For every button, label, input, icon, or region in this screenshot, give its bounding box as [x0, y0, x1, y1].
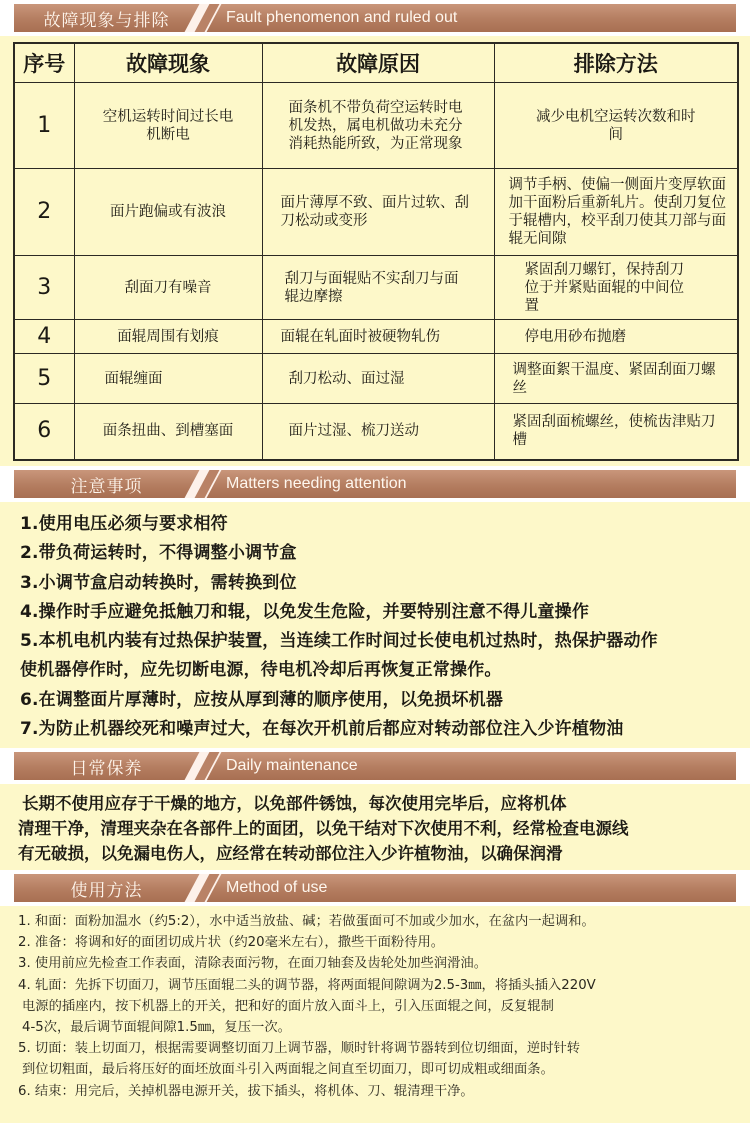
step-line: 4-5次，最后调节面辊间隙1.5㎜，复压一次。	[22, 1020, 291, 1036]
list-item: 2.带负荷运转时，不得调整小调节盒	[20, 543, 297, 564]
section-header-bar	[14, 4, 736, 32]
row-remedy: 紧固刮面梳螺丝，使梳齿津贴刀槽	[494, 404, 738, 460]
row-number: 4	[14, 320, 74, 354]
section-title-cn: 注意事项	[70, 476, 143, 497]
list-item: 1.使用电压必须与要求相符	[20, 514, 228, 534]
table-row	[14, 83, 738, 169]
list-item: 4.操作时手应避免抵触刀和辊，以免发生危险，并要特别注意不得儿童操作	[20, 601, 590, 622]
step-line: 电源的插座内，按下机器上的开关，把和好的面片放入面斗上，引入压面辊之间，反复辊制	[22, 998, 554, 1014]
step-line: 4. 轧面：先拆下切面刀，调节压面辊二头的调节器，将两面辊间隙调为2.5-3㎜，将插头插入220V	[18, 977, 596, 993]
row-number: 5	[14, 354, 74, 404]
row-phenomenon: 面条扭曲、到槽塞面	[74, 404, 262, 460]
step-line: 2. 准备：将调和好的面团切成片状（约20毫米左右），撒些干面粉待用。	[18, 935, 445, 951]
section-header-fault	[0, 0, 750, 36]
row-remedy: 停电用砂布抛磨	[494, 320, 738, 354]
table-header-row	[14, 43, 738, 83]
section-header-attention	[0, 466, 750, 502]
row-cause: 面条机不带负荷空运转时电机发热，属电机做功未充分消耗热能所致，为正常现象	[262, 83, 494, 169]
row-cause: 面片薄厚不致、面片过软、刮刀松动或变形	[262, 169, 494, 256]
row-remedy: 减少电机空运转次数和时间	[494, 83, 738, 169]
step-line: 1. 和面：面粉加温水（约5:2），水中适当放盐、碱；若做蛋面可不加或少加水，在盆内一起调和。	[18, 914, 595, 929]
section-title-en: Daily maintenance	[226, 757, 358, 774]
section-header-bar	[14, 752, 736, 780]
list-item	[18, 911, 738, 932]
fault-table	[13, 42, 739, 461]
section-header-bar	[14, 470, 736, 498]
header-no: 序号	[14, 43, 74, 83]
row-phenomenon: 面辊周围有划痕	[74, 320, 262, 354]
row-phenomenon: 面辊缠面	[74, 354, 262, 404]
section-title-cn: 使用方法	[70, 880, 143, 901]
step-line: 到位切粗面，最后将压好的面坯放面斗引入两面辊之间直至切面刀，即可切成粗或细面条。	[22, 1062, 554, 1078]
row-number: 6	[14, 404, 74, 460]
step-line: 5. 切面：装上切面刀，根据需要调整切面刀上调节器，顺时针将调节器转到位切细面，逆时针转	[18, 1041, 581, 1057]
list-item: 3.小调节盒启动转换时，需转换到位	[20, 572, 297, 593]
row-phenomenon: 刮面刀有噪音	[74, 256, 262, 320]
list-item	[18, 953, 738, 974]
row-number: 2	[14, 169, 74, 256]
row-remedy: 调节手柄、使偏一侧面片变厚软面加干面粉后重新轧片。使刮刀复位于辊槽内，校平刮刀使其刀部与面辊无间隙	[494, 169, 738, 256]
table-row	[14, 320, 738, 354]
header-remedy: 排除方法	[494, 43, 738, 83]
table-row	[14, 354, 738, 404]
row-cause: 面片过湿、梳刀送动	[262, 404, 494, 460]
table-row	[14, 404, 738, 460]
text-line: 长期不使用应存于干燥的地方，以免部件锈蚀，每次使用完毕后，应将机体	[22, 794, 567, 813]
list-item	[18, 1038, 738, 1080]
header-phenomenon: 故障现象	[74, 43, 262, 83]
daily-maintenance-text	[18, 791, 738, 866]
table-row	[14, 256, 738, 320]
row-remedy: 紧固刮刀螺钉，保持刮刀位于并紧贴面辊的中间位置	[494, 256, 738, 320]
table-row	[14, 169, 738, 256]
row-number: 3	[14, 256, 74, 320]
section-title-cn: 故障现象与排除	[43, 10, 170, 31]
section-header-method	[0, 870, 750, 906]
list-item: 6.在调整面片厚薄时，应按从厚到薄的顺序使用，以免损坏机器	[20, 689, 504, 710]
list-item: 5.本机电机内装有过热保护装置，当连续工作时间过长使电机过热时，热保护器动作	[20, 631, 658, 652]
list-item	[18, 932, 738, 953]
list-item	[18, 975, 738, 1039]
row-phenomenon: 面片跑偏或有波浪	[74, 169, 262, 256]
row-cause: 面辊在轧面时被硬物轧伤	[262, 320, 494, 354]
section-title-en: Method of use	[226, 879, 328, 896]
row-cause: 刮刀与面辊贴不实刮刀与面辊边摩擦	[262, 256, 494, 320]
list-item	[18, 1081, 738, 1102]
row-remedy: 调整面絮干温度、紧固刮面刀螺丝	[494, 354, 738, 404]
list-item: 使机器停作时，应先切断电源，待电机冷却后再恢复正常操作。	[20, 660, 502, 681]
row-phenomenon: 空机运转时间过长电机断电	[74, 83, 262, 169]
row-number: 1	[14, 83, 74, 169]
list-item: 7.为防止机器绞死和噪声过大，在每次开机前后都应对转动部位注入少许植物油	[20, 719, 624, 740]
section-header-daily	[0, 748, 750, 784]
text-line: 有无破损，以免漏电伤人，应经常在转动部位注入少许植物油，以确保润滑	[18, 844, 563, 863]
text-line: 清理干净，清理夹杂在各部件上的面团，以免干结对下次使用不利，经常检查电源线	[18, 819, 629, 838]
row-cause: 刮刀松动、面过湿	[262, 354, 494, 404]
section-header-bar	[14, 874, 736, 902]
section-title-en: Fault phenomenon and ruled out	[226, 9, 458, 26]
step-line: 3. 使用前应先检查工作表面，清除表面污物，在面刀轴套及齿轮处加些润滑油。	[18, 956, 488, 972]
section-title-en: Matters needing attention	[226, 475, 407, 492]
step-line: 6. 结束：用完后，关掉机器电源开关，拔下插头，将机体、刀、辊清理干净。	[18, 1083, 474, 1099]
section-title-cn: 日常保养	[70, 758, 143, 779]
attention-list	[20, 510, 740, 744]
method-steps	[18, 911, 738, 1102]
header-cause: 故障原因	[262, 43, 494, 83]
